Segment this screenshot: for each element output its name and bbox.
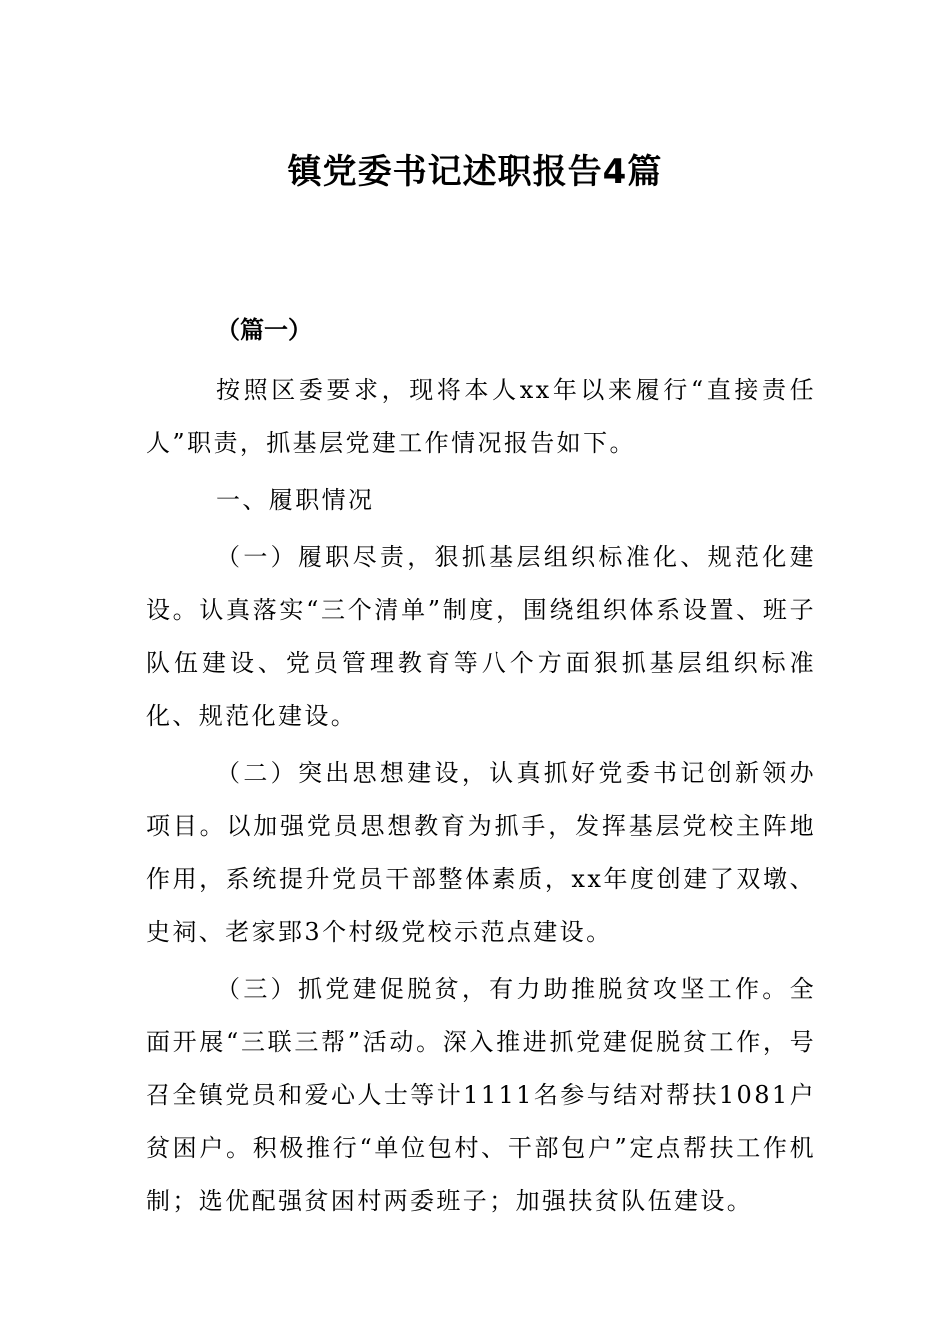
paragraph-item-2: （二）突出思想建设，认真抓好党委书记创新领办项目。以加强党员思想教育为抓手，发挥基层党校主阵地作用，系统提升党员干部整体素质，xx年度创建了双墩、史祠、老家郢3个村级党校示范点建设。 [146, 759, 816, 946]
paragraph-item-1: （一）履职尽责，狠抓基层组织标准化、规范化建设。认真落实“三个清单”制度，围绕组织体系设置、班子队伍建设、党员管理教育等八个方面狠抓基层组织标准化、规范化建设。 [146, 543, 816, 730]
document-body [146, 308, 816, 1228]
document-title: 镇党委书记述职报告4篇 [287, 152, 663, 192]
paragraph-intro: 按照区委要求，现将本人xx年以来履行“直接责任人”职责，抓基层党建工作情况报告如下。 [146, 376, 816, 457]
paragraph-item-3: （三）抓党建促脱贫，有力助推脱贫攻坚工作。全面开展“三联三帮”活动。深入推进抓党建促脱贫工作，号召全镇党员和爱心人士等计1111名参与结对帮扶1081户贫困户。积极推行“单位包村、干部包户”定点帮扶工作机制；选优配强贫困村两委班子；加强扶贫队伍建设。 [146, 975, 816, 1215]
section-label: （篇一） [216, 316, 312, 344]
heading-performance: 一、履职情况 [216, 486, 375, 514]
